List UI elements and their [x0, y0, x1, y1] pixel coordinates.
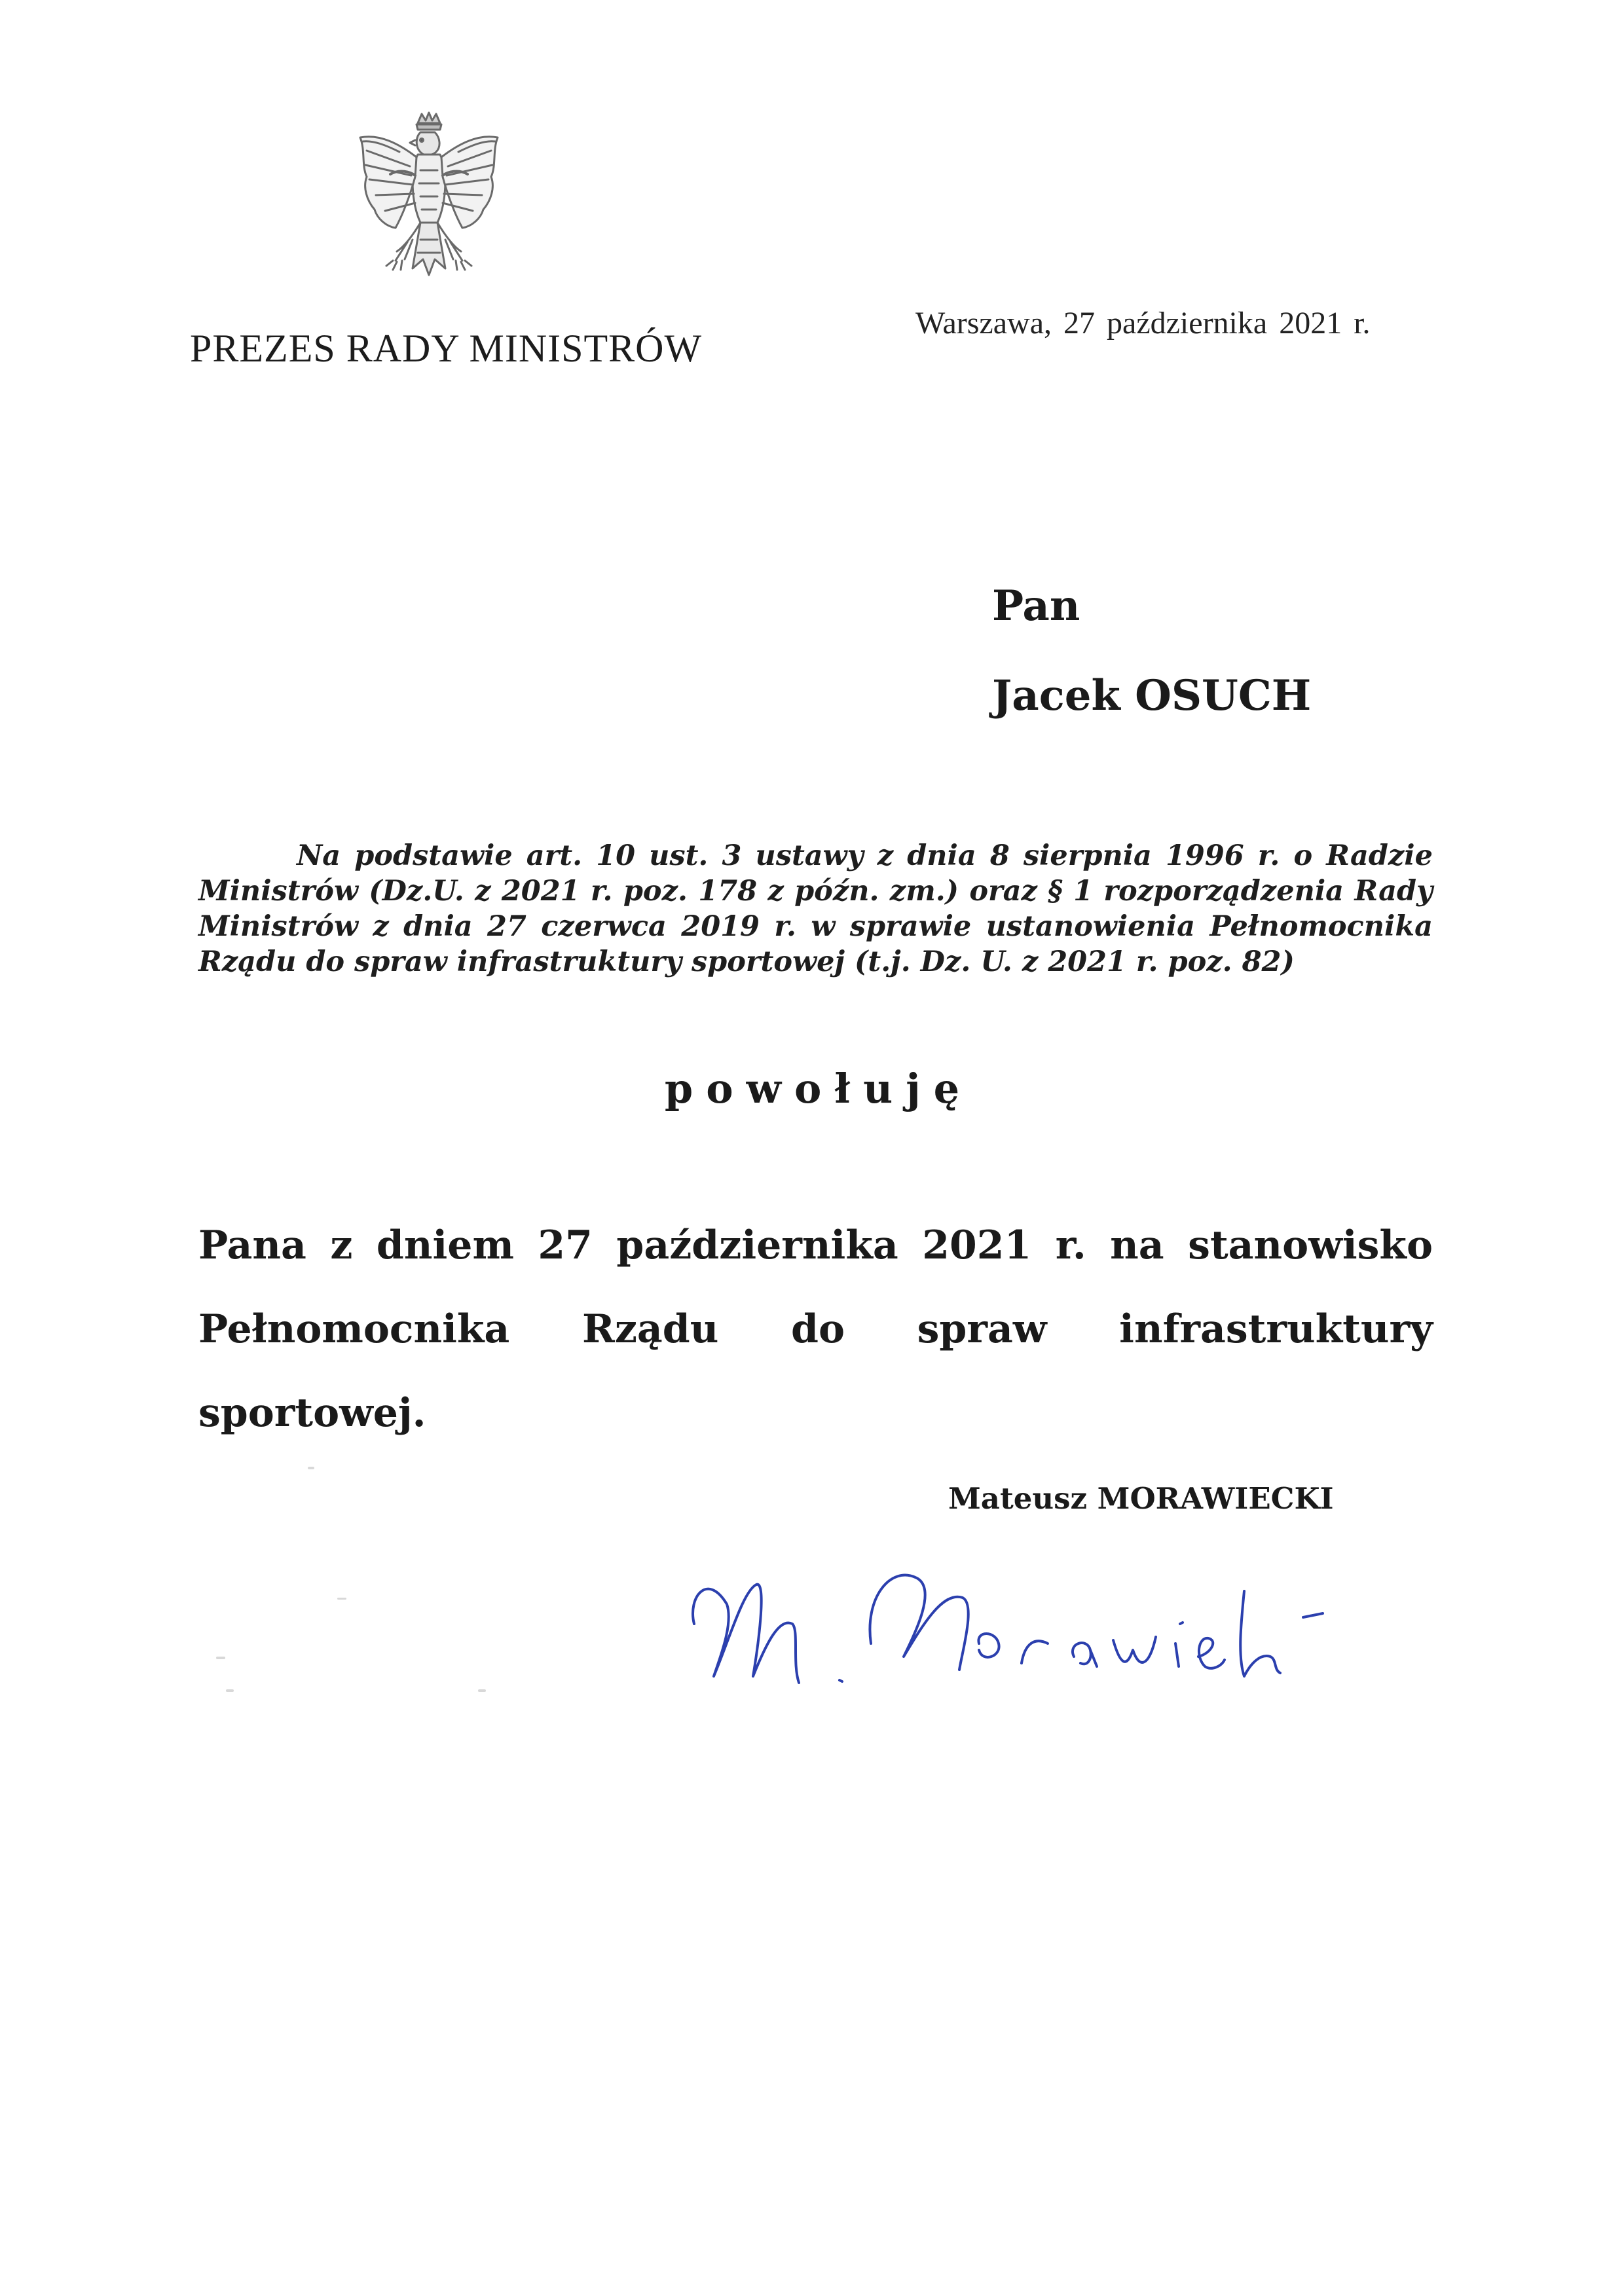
legal-basis-paragraph: Na podstawie art. 10 ust. 3 ustawy z dnia 8 sierpnia 1996 r. o Radzie Ministrów (Dz.U. z 2021 r. poz. 178 z późn. zm.) oraz § 1 rozporządzenia Rady Ministrów z dnia 27 czerwca 2019 r. w sprawie ustanowienia Pełnomocnika Rządu do spraw infrastruktury sportowej (t.j. Dz. U. z 2021 r. poz. 82)	[198, 839, 1433, 978]
action-heading: powołuję	[664, 1065, 973, 1112]
recipient-title: Pan	[992, 581, 1080, 631]
recipient-name: Jacek OSUCH	[992, 671, 1312, 720]
scan-smudge	[308, 1467, 314, 1469]
place-and-date: Warszawa, 27 października 2021 r.	[915, 306, 1371, 340]
decision-paragraph: Pana z dniem 27 października 2021 r. na stanowisko Pełnomocnika Rządu do spraw infrastruktury sportowej.	[198, 1222, 1433, 1436]
scan-smudge	[337, 1598, 346, 1600]
scan-smudge	[478, 1689, 486, 1692]
handwritten-signature	[668, 1526, 1401, 1722]
scan-smudge	[216, 1657, 225, 1659]
white-eagle-emblem-icon	[347, 111, 511, 308]
scan-smudge	[226, 1689, 234, 1692]
office-name: PREZES RADY MINISTRÓW	[190, 327, 703, 370]
signer-name: Mateusz MORAWIECKI	[948, 1481, 1334, 1516]
